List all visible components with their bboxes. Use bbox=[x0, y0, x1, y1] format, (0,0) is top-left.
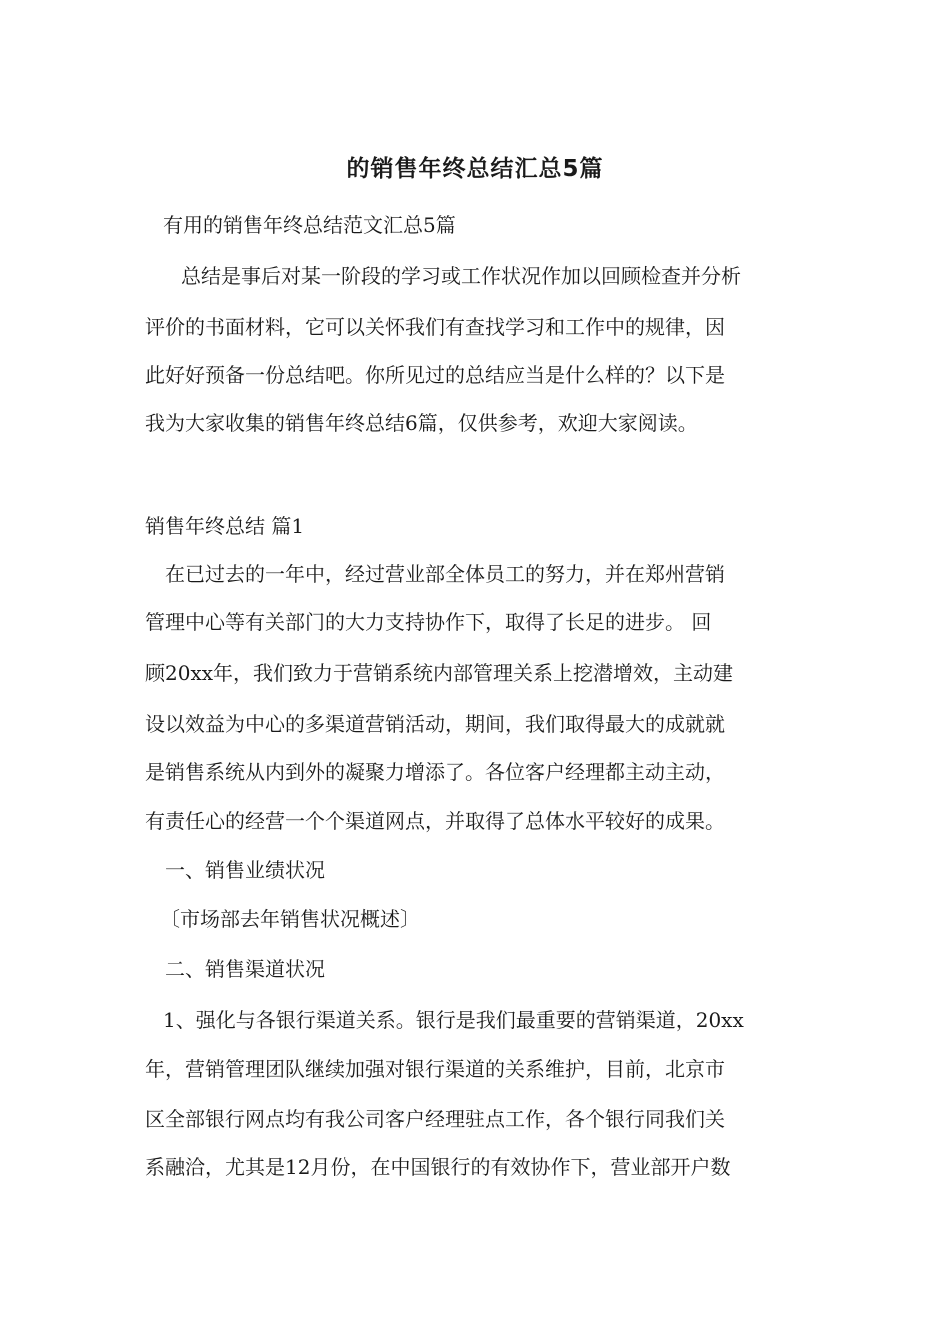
section-heading: 销售年终总结 篇1 bbox=[145, 514, 305, 538]
intro-line-4: 我为大家收集的销售年终总结6篇，仅供参考，欢迎大家阅读。 bbox=[145, 411, 698, 435]
section-line-5: 是销售系统从内到外的凝聚力增添了。各位客户经理都主动主动， bbox=[145, 760, 725, 784]
section-line-2: 管理中心等有关部门的大力支持协作下，取得了长足的进步。 回 bbox=[145, 610, 712, 634]
item-2-line-4: 系融洽，尤其是12月份，在中国银行的有效协作下，营业部开户数 bbox=[145, 1155, 731, 1179]
document-subtitle: 有用的销售年终总结范文汇总5篇 bbox=[163, 213, 456, 237]
item-2-line-2: 年，营销管理团队继续加强对银行渠道的关系维护，目前，北京市 bbox=[145, 1057, 725, 1081]
section-line-6: 有责任心的经营一个个渠道网点，并取得了总体水平较好的成果。 bbox=[145, 809, 725, 833]
section-line-1: 在已过去的一年中，经过营业部全体员工的努力，并在郑州营销 bbox=[165, 562, 725, 586]
item-2-heading: 二、销售渠道状况 bbox=[165, 957, 325, 981]
section-line-4: 设以效益为中心的多渠道营销活动，期间，我们取得最大的成就就 bbox=[145, 712, 725, 736]
item-2-line-1: 1、强化与各银行渠道关系。银行是我们最重要的营销渠道，20xx bbox=[163, 1008, 744, 1032]
intro-line-3: 此好好预备一份总结吧。你所见过的总结应当是什么样的？以下是 bbox=[145, 363, 725, 387]
item-1-heading: 一、销售业绩状况 bbox=[165, 858, 325, 882]
intro-line-2: 评价的书面材料，它可以关怀我们有查找学习和工作中的规律，因 bbox=[145, 315, 725, 339]
section-line-3: 顾20xx年，我们致力于营销系统内部管理关系上挖潜增效，主动建 bbox=[145, 661, 734, 685]
document-title: 的销售年终总结汇总5篇 bbox=[346, 156, 604, 182]
item-2-line-3: 区全部银行网点均有我公司客户经理驻点工作，各个银行同我们关 bbox=[145, 1107, 725, 1131]
item-1-note: 〔市场部去年销售状况概述〕 bbox=[160, 907, 420, 931]
intro-line-1: 总结是事后对某一阶段的学习或工作状况作加以回顾检查并分析 bbox=[181, 264, 741, 288]
